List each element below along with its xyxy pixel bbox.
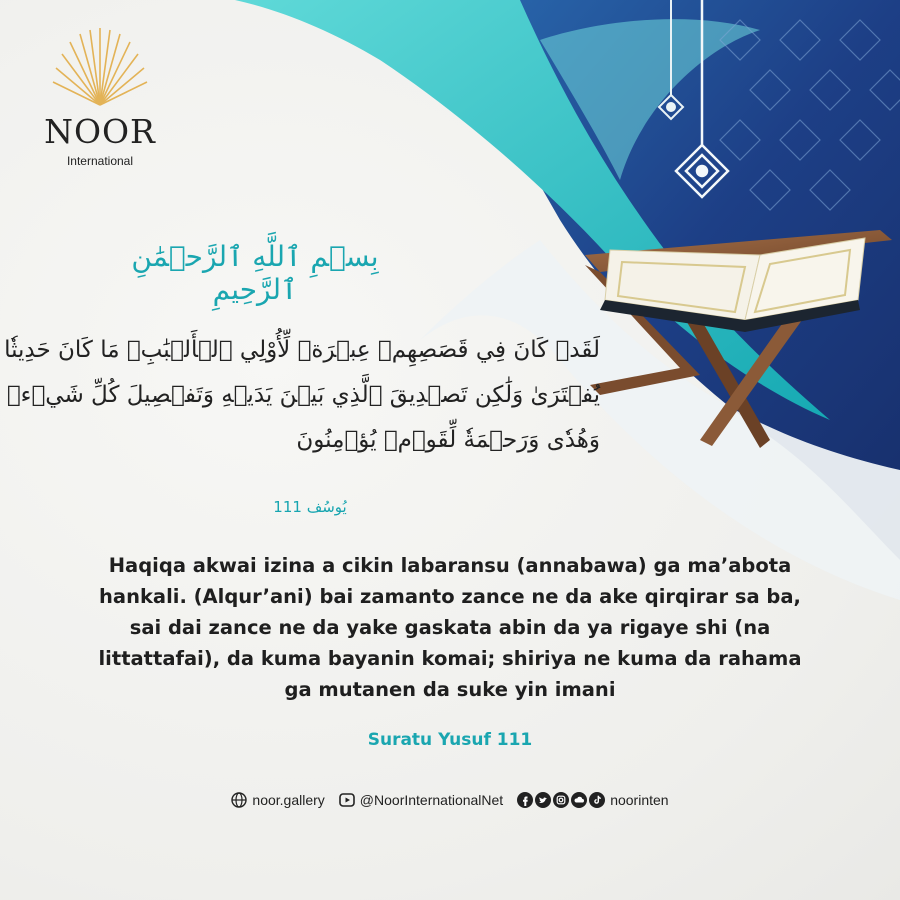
basmala-heading: بِسۡمِ ٱللَّهِ ٱلرَّحۡمَٰنِ ٱلرَّحِيمِ xyxy=(131,240,379,306)
surah-reference-arabic: يُوسُف 111 xyxy=(273,498,347,516)
social-links xyxy=(517,792,668,808)
cloud-icon[interactable] xyxy=(571,792,587,808)
instagram-icon[interactable] xyxy=(553,792,569,808)
social-handle[interactable]: noorinten xyxy=(610,792,669,808)
facebook-icon[interactable] xyxy=(517,792,533,808)
website-text: noor.gallery xyxy=(252,792,325,808)
verse-line: لَقَدۡ كَانَ فِي قَصَصِهِمۡ عِبۡرَةٞ لِّأُوْلِي ٱلۡأَلۡبَٰبِۗ مَا كَانَ حَدِيثٗا xyxy=(4,337,600,363)
verse-line: وَهُدٗى وَرَحۡمَةٗ لِّقَوۡمٖ يُؤۡمِنُونَ xyxy=(296,427,600,453)
tiktok-icon[interactable] xyxy=(589,792,605,808)
arabic-verse xyxy=(4,328,600,463)
globe-icon xyxy=(231,792,247,808)
surah-reference-english: Suratu Yusuf 111 xyxy=(367,730,533,750)
brand-subtitle: International xyxy=(66,154,134,168)
brand-name: NOOR xyxy=(44,112,156,151)
hausa-translation xyxy=(40,550,860,705)
twitter-icon[interactable] xyxy=(535,792,551,808)
translation-line: littattafai), da kuma bayanin komai; shiriya ne kuma da rahama xyxy=(98,647,802,670)
translation-line: ga mutanen da suke yin imani xyxy=(284,678,616,701)
sunburst-logo-icon xyxy=(50,20,150,110)
youtube-link[interactable] xyxy=(339,792,503,808)
footer-contacts xyxy=(0,788,900,812)
translation-line: hankali. (Alqur’ani) bai zamanto zance ne da ake qirqirar sa ba, xyxy=(99,585,801,608)
website-link[interactable] xyxy=(231,792,324,808)
youtube-handle: @NoorInternationalNet xyxy=(359,792,504,808)
translation-line: Haqiqa akwai izina a cikin labaransu (annabawa) ga ma’abota xyxy=(108,554,792,577)
youtube-icon xyxy=(339,792,355,808)
verse-line: يُفۡتَرَىٰ وَلَٰكِن تَصۡدِيقَ ٱلَّذِي بَيۡنَ يَدَيۡهِ وَتَفۡصِيلَ كُلِّ شَيۡءٖ xyxy=(6,382,600,408)
translation-line: sai dai zance ne da yake gaskata abin da ya rigaye shi (na xyxy=(129,616,771,639)
brand-logo xyxy=(30,20,170,170)
